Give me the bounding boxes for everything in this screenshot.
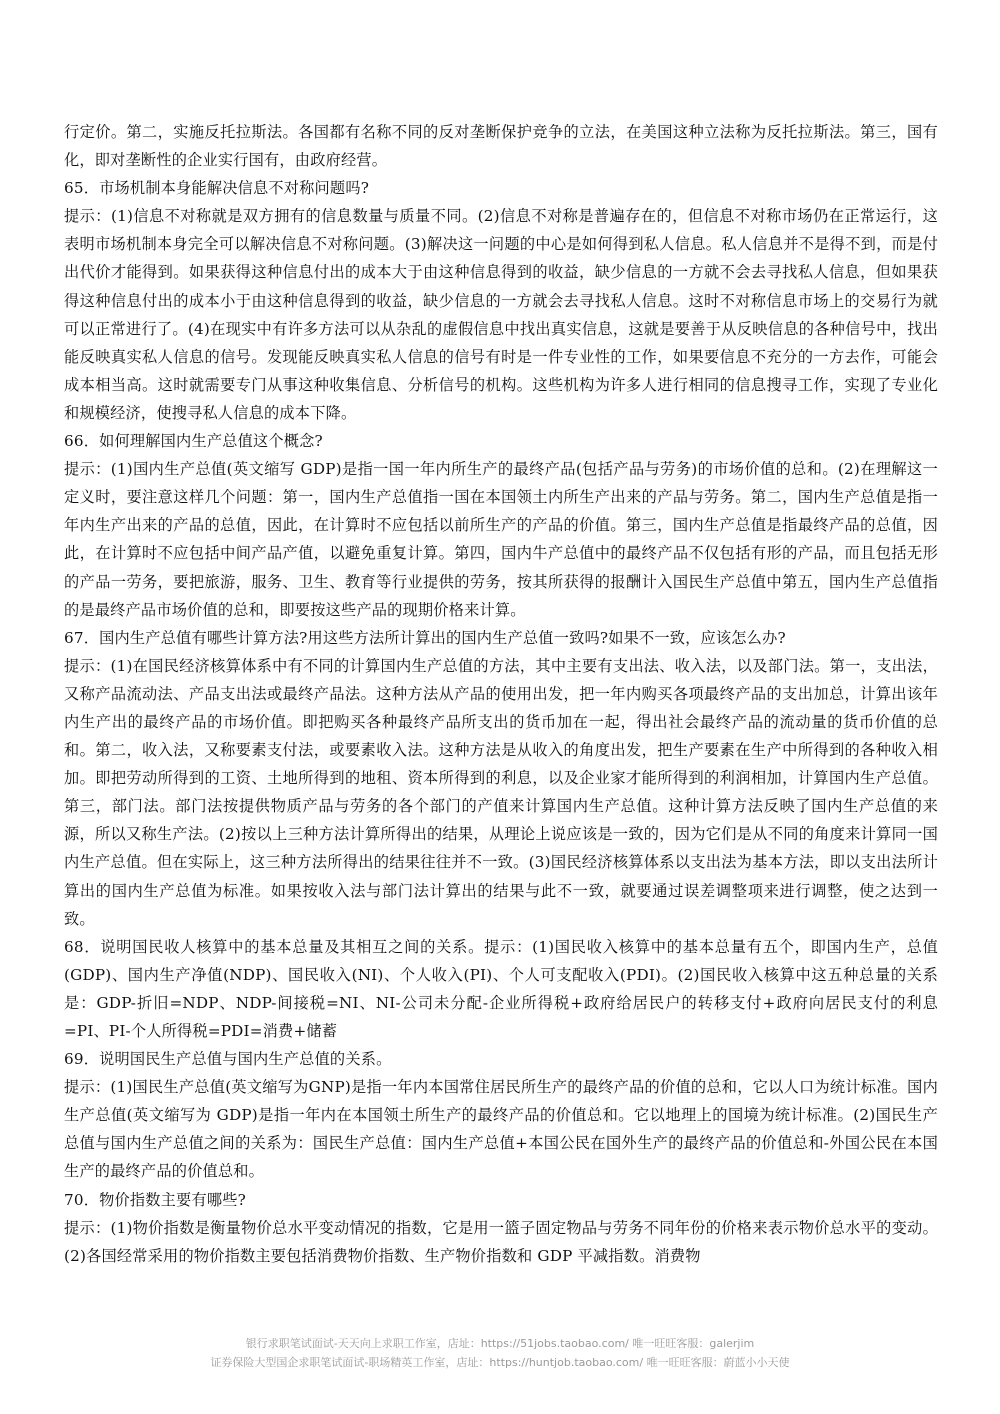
answer-69: 提示：(1)国民生产总值(英文缩写为GNP)是指一年内本国常住居民所生产的最终产品的价值的总和，它以人口为统计标准。国内生产总值(英文缩写为 GDP)是指一年内在本国领土所生产的最终产品的价值总和。它以地理上的国境为统计标准。(2)国民生产总值与国内生产总值之间的关系为：国民生产总值：国内生产总值+本国公民在国外生产的最终产品的价值总和-外国公民在本国生产的最终产品的价值总和。 xyxy=(64,1078,938,1181)
question-69: 69．说明国民生产总值与国内生产总值的关系。 xyxy=(64,1050,392,1069)
question-answer-68: 68．说明国民收人核算中的基本总量及其相互之间的关系。提示：(1)国民收入核算中的基本总量有五个，即国内生产，总值(GDP)、国内生产净值(NDP)、国民收入(NI)、个人收入(PI)、个人可支配收入(PDI)。(2)国民收入核算中这五种总量的关系是：GDP-折旧=NDP、NDP-间接税=NI、NI-公司未分配-企业所得税+政府给居民户的转移支付+政府向居民支付的利息=PI、PI-个人所得税=PDI=消费+储蓄 xyxy=(64,937,938,1040)
question-66: 66．如何理解国内生产总值这个概念? xyxy=(64,432,323,451)
answer-66: 提示：(1)国内生产总值(英文缩写 GDP)是指一国一年内所生产的最终产品(包括产品与劳务)的市场价值的总和。(2)在理解这一定义时，要注意这样几个问题：第一，国内生产总值指一国在本国领土内所生产出来的产品与劳务。第二，国内生产总值是指一年内生产出来的产品的总值，因此，在计算时不应包括以前所生产的产品的价值。第三，国内生产总值是指最终产品的总值，因此，在计算时不应包括中间产品产值，以避免重复计算。第四，国内牛产总值中的最终产品不仅包括有形的产品，而且包括无形的产品一劳务，要把旅游，服务、卫生、教育等行业提供的劳务，按其所获得的报酬计入国民生产总值中第五，国内生产总值指的是最终产品市场价值的总和，即要按这些产品的现期价格来计算。 xyxy=(64,460,938,619)
question-67: 67．国内生产总值有哪些计算方法?用这些方法所计算出的国内生产总值一致吗?如果不一致，应该怎么办? xyxy=(64,628,786,647)
page-footer xyxy=(0,1334,1000,1372)
answer-67: 提示：(1)在国民经济核算体系中有不同的计算国内生产总值的方法，其中主要有支出法、收入法，以及部门法。第一，支出法，又称产品流动法、产品支出法或最终产品法。这种方法从产品的使用出发，把一年内购买各项最终产品的支出加总，计算出该年内生产出的最终产品的市场价值。即把购买各种最终产品所支出的货币加在一起，得出社会最终产品的流动量的货币价值的总和。第二，收入法，又称要素支付法，或要素收入法。这种方法是从收入的角度出发，把生产要素在生产中所得到的各种收入相加。即把劳动所得到的工资、土地所得到的地租、资本所得到的利息，以及企业家才能所得到的利润相加，计算国内生产总值。第三，部门法。部门法按提供物质产品与劳务的各个部门的产值来计算国内生产总值。这种计算方法反映了国内生产总值的来源，所以又称生产法。(2)按以上三种方法计算所得出的结果，从理论上说应该是一致的，因为它们是从不同的角度来计算同一国内生产总值。但在实际上，这三种方法所得出的结果往往并不一致。(3)国民经济核算体系以支出法为基本方法，即以支出法所计算出的国内生产总值为标准。如果按收入法与部门法计算出的结果与此不一致，就要通过误差调整项来进行调整，使之达到一致。 xyxy=(64,656,938,928)
footer-line-2: 证券保险大型国企求职笔试面试-职场精英工作室，店址：https://huntjob.taobao.com/ 唯一旺旺客服：蔚蓝小小天使 xyxy=(210,1356,790,1369)
footer-line-1: 银行求职笔试面试-天天向上求职工作室，店址：https://51jobs.taobao.com/ 唯一旺旺客服：galerjim xyxy=(245,1337,755,1350)
document-body xyxy=(64,118,938,1270)
answer-65: 提示：(1)信息不对称就是双方拥有的信息数量与质量不同。(2)信息不对称是普遍存在的，但信息不对称市场仍在正常运行，这表明市场机制本身完全可以解决信息不对称问题。(3)解决这一问题的中心是如何得到私人信息。私人信息并不是得不到，而是付出代价才能得到。如果获得这种信息付出的成本大于由这种信息得到的收益，缺少信息的一方就不会去寻找私人信息，但如果获得这种信息付出的成本小于由这种信息得到的收益，缺少信息的一方就会去寻找私人信息。这时不对称信息市场上的交易行为就可以正常进行了。(4)在现实中有许多方法可以从杂乱的虚假信息中找出真实信息，这就是要善于从反映信息的各种信号中，找出能反映真实私人信息的信号。发现能反映真实私人信息的信号有时是一件专业性的工作，如果要信息不充分的一方去作，可能会成本相当高。这时就需要专门从事这种收集信息、分析信号的机构。这些机构为许多人进行相同的信息搜寻工作，实现了专业化和规模经济，使搜寻私人信息的成本下降。 xyxy=(64,207,938,422)
answer-70: 提示：(1)物价指数是衡量物价总水平变动情况的指数，它是用一篮子固定物品与劳务不同年份的价格来表示物价总水平的变动。(2)各国经常采用的物价指数主要包括消费物价指数、生产物价指数和 GDP 平减指数。消费物 xyxy=(64,1218,938,1265)
paragraph-continuation: 行定价。第二，实施反托拉斯法。各国都有名称不同的反对垄断保护竞争的立法，在美国这种立法称为反托拉斯法。第三，国有化，即对垄断性的企业实行国有，由政府经营。 xyxy=(64,123,938,170)
question-65: 65．市场机制本身能解决信息不对称问题吗? xyxy=(64,179,370,198)
question-70: 70．物价指数主要有哪些? xyxy=(64,1190,246,1209)
